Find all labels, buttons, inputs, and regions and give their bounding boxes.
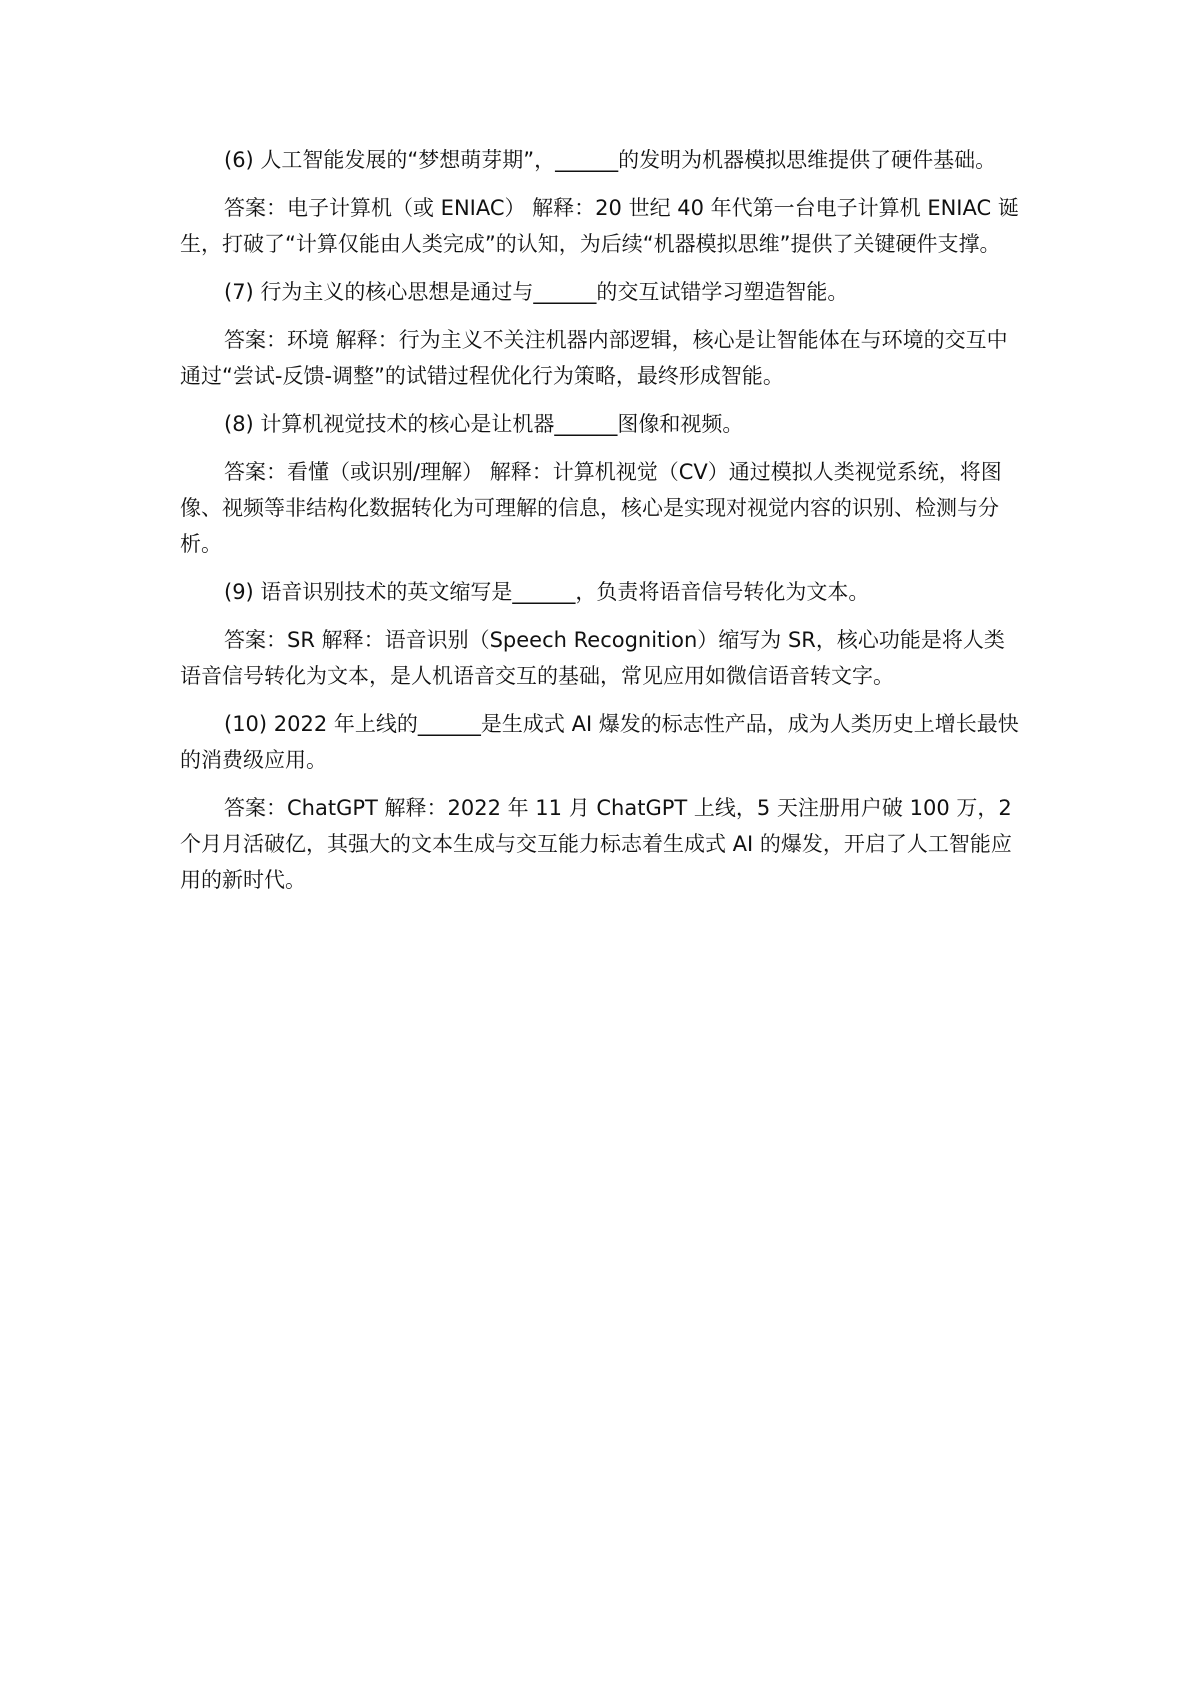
answer-9: 答案：SR 解释：语音识别（Speech Recognition）缩写为 SR，核心功能是将人类语音信号转化为文本，是人机语音交互的基础，常见应用如微信语音转文字。 — [180, 628, 1005, 688]
question-10: (10) 2022 年上线的______是生成式 AI 爆发的标志性产品，成为人类历史上增长最快的消费级应用。 — [180, 712, 1019, 772]
answer-8: 答案：看懂（或识别/理解） 解释：计算机视觉（CV）通过模拟人类视觉系统，将图像、视频等非结构化数据转化为可理解的信息，核心是实现对视觉内容的识别、检测与分析。 — [180, 460, 1002, 556]
question-8: (8) 计算机视觉技术的核心是让机器______图像和视频。 — [224, 412, 744, 436]
answer-10: 答案：ChatGPT 解释：2022 年 11 月 ChatGPT 上线，5 天注册用户破 100 万，2 个月月活破亿，其强大的文本生成与交互能力标志着生成式 AI 的爆发，开启了人工智能应用的新时代。 — [180, 796, 1012, 892]
question-6: (6) 人工智能发展的“梦想萌芽期”，______的发明为机器模拟思维提供了硬件基础。 — [224, 148, 997, 172]
question-9: (9) 语音识别技术的英文缩写是______，负责将语音信号转化为文本。 — [224, 580, 870, 604]
document-content — [180, 142, 1022, 910]
answer-6: 答案：电子计算机（或 ENIAC） 解释：20 世纪 40 年代第一台电子计算机 ENIAC 诞生，打破了“计算仅能由人类完成”的认知，为后续“机器模拟思维”提供了关键硬件支撑。 — [180, 196, 1019, 256]
answer-7: 答案：环境 解释：行为主义不关注机器内部逻辑，核心是让智能体在与环境的交互中通过“尝试-反馈-调整”的试错过程优化行为策略，最终形成智能。 — [180, 328, 1008, 388]
question-7: (7) 行为主义的核心思想是通过与______的交互试错学习塑造智能。 — [224, 280, 849, 304]
